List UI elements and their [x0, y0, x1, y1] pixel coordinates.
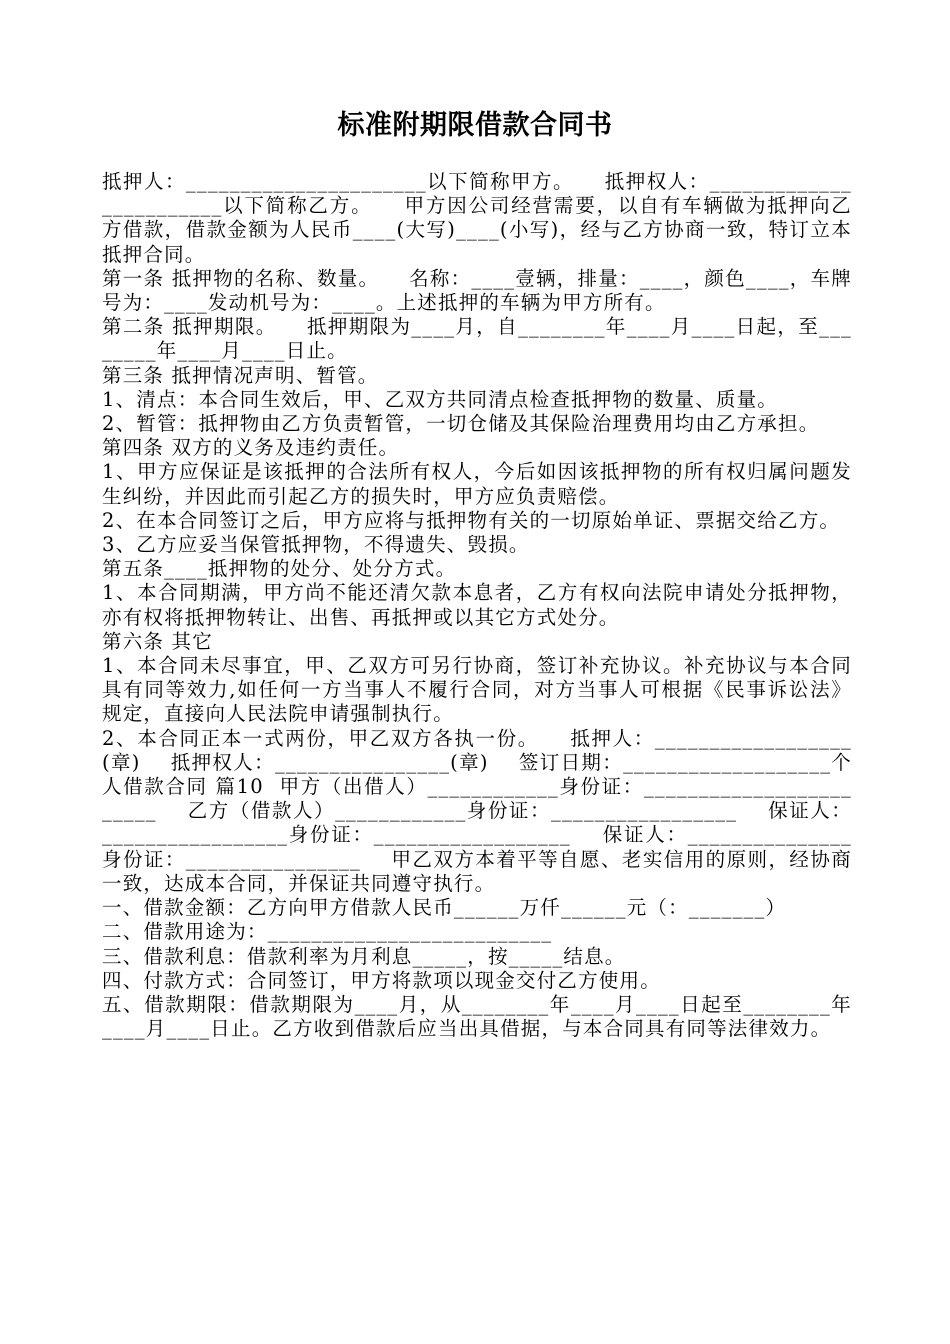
- paragraph-article-4-item-1: 1、甲方应保证是该抵押的合法所有权人，今后如因该抵押物的所有权归属问题发生纠纷，并因此而引起乙方的损失时，甲方应负责赔偿。: [102, 460, 852, 508]
- paragraph-loan-purpose: 二、借款用途为：__________________________: [102, 920, 553, 944]
- paragraph-article-2: 第二条 抵押期限。 抵押期限为____月，自________年____月____日起，至________年____月____日止。: [102, 315, 852, 363]
- paragraph-payment-method: 四、付款方式：合同签订，甲方将款项以现金交付乙方使用。: [102, 968, 661, 992]
- document-body: [102, 170, 852, 1041]
- paragraph-article-3-item-1: 1、清点：本合同生效后，甲、乙双方共同清点检查抵押物的数量、质量。: [102, 387, 779, 411]
- paragraph-parties: 抵押人：______________________以下简称甲方。 抵押权人：________________________以下简称乙方。 甲方因公司经营需要，以自有车辆做为抵押向乙方借款，借款金额为人民币____(大写)____(小写)，经与乙方协商一致，特订立本抵押合同。: [102, 170, 852, 266]
- paragraph-article-5-heading: 第五条____抵押物的处分、处分方式。: [102, 557, 457, 581]
- paragraph-article-4-heading: 第四条 双方的义务及违约责任。: [102, 436, 400, 460]
- paragraph-article-6-heading: 第六条 其它: [102, 629, 213, 653]
- document-title: 标准附期限借款合同书: [337, 110, 613, 141]
- paragraph-article-6-item-1: 1、本合同未尽事宜，甲、乙双方可另行协商，签订补充协议。补充协议与本合同具有同等效力,如任何一方当事人不履行合同，对方当事人可根据《民事诉讼法》规定，直接向人民法院申请强制执行。: [102, 654, 852, 726]
- paragraph-article-1: 第一条 抵押物的名称、数量。 名称：____壹辆，排量：____，颜色____，车牌号为：____发动机号为：____。上述抵押的车辆为甲方所有。: [102, 266, 852, 315]
- paragraph-loan-amount: 一、借款金额：乙方向甲方借款人民币______万仟______元（：_______）: [102, 896, 787, 920]
- paragraph-loan-interest: 三、借款利息：借款利率为月利息_____，按_____结息。: [102, 944, 626, 968]
- paragraph-article-6-item-2-signatures: 2、本合同正本一式两份，甲乙双方各执一份。 抵押人：__________________(章) 抵押权人：________________(章) 签订日期：___________________个人借款合同 篇10 甲方（出借人）____________身份证：________________________ 乙方（借款人）____________身份证：_________________ 保证人：_________________身份证：__________________ 保证人：_______________身份证：________________ 甲乙双方本着平等自愿、老实信用的原则，经协商一致，达成本合同，并保证共同遵守执行。: [102, 726, 852, 895]
- paragraph-article-5-item-1: 1、本合同期满，甲方尚不能还清欠款本息者，乙方有权向法院申请处分抵押物，亦有权将抵押物转让、出售、再抵押或以其它方式处分。: [102, 581, 852, 629]
- paragraph-article-4-item-3: 3、乙方应妥当保管抵押物，不得遗失、毁损。: [102, 533, 530, 557]
- paragraph-article-4-item-2: 2、在本合同签订之后，甲方应将与抵押物有关的一切原始单证、票据交给乙方。: [102, 508, 841, 532]
- paragraph-article-3-item-2: 2、暂管：抵押物由乙方负责暂管，一切仓储及其保险治理费用均由乙方承担。: [102, 412, 820, 436]
- paragraph-article-3-heading: 第三条 抵押情况声明、暂管。: [102, 363, 379, 387]
- paragraph-loan-term: 五、借款期限：借款期限为____月，从________年____月____日起至________年____月____日止。乙方收到借款后应当出具借据，与本合同具有同等法律效力。: [102, 992, 852, 1041]
